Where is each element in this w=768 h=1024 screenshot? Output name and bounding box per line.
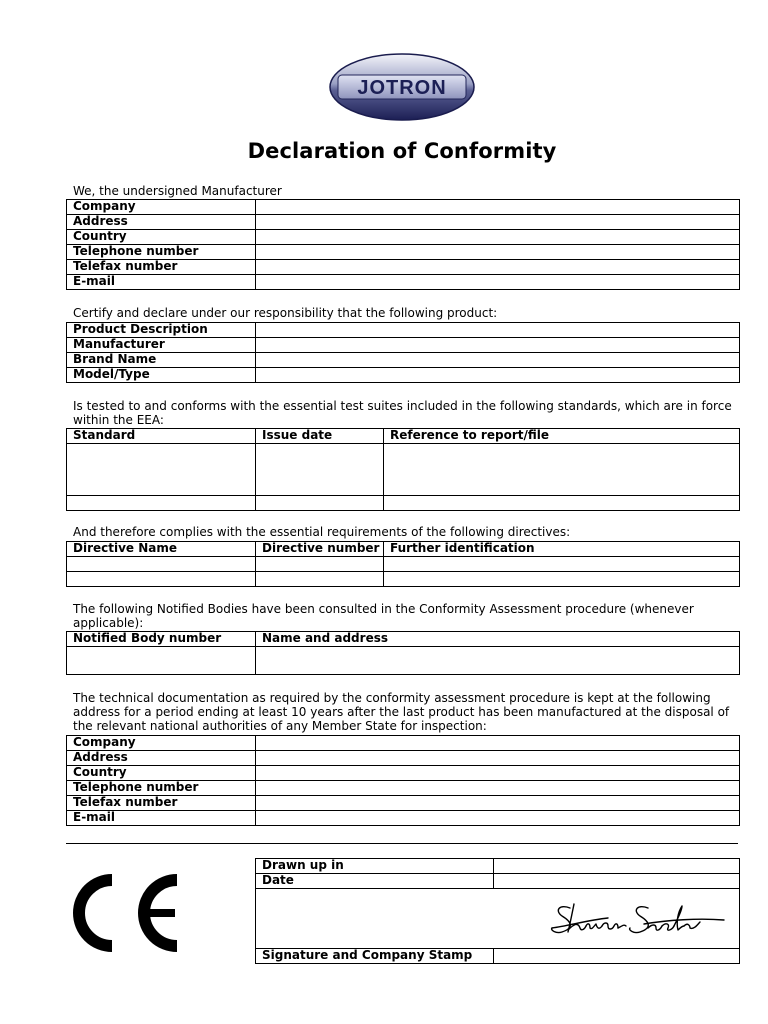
field-label: Address	[67, 751, 256, 766]
field-label: Country	[67, 766, 256, 781]
table-row	[67, 245, 740, 260]
field-label: Company	[67, 736, 256, 751]
table-row	[67, 557, 740, 572]
notified-table	[66, 631, 740, 675]
table-row	[256, 949, 740, 964]
notified-body-number-cell[interactable]	[67, 647, 256, 675]
technical-table	[66, 735, 740, 826]
product-manufacturer-field[interactable]	[256, 338, 740, 353]
product-intro: Certify and declare under our responsibility that the following product:	[73, 306, 498, 320]
field-label: E-mail	[67, 275, 256, 290]
table-row	[256, 874, 740, 889]
table-row	[67, 323, 740, 338]
field-label: Telephone number	[67, 781, 256, 796]
logo-text: JOTRON	[357, 77, 447, 99]
divider	[66, 843, 738, 844]
handwritten-signature	[548, 898, 728, 940]
field-label: E-mail	[67, 811, 256, 826]
telefax-field[interactable]	[256, 260, 740, 275]
product-description-field[interactable]	[256, 323, 740, 338]
column-header: Notified Body number	[67, 632, 256, 647]
field-label: Drawn up in	[256, 859, 494, 874]
table-row	[67, 496, 740, 511]
table-row	[67, 781, 740, 796]
reference-cell[interactable]	[384, 444, 740, 496]
directive-name-cell[interactable]	[67, 572, 256, 587]
tech-address-field[interactable]	[256, 751, 740, 766]
column-header: Name and address	[256, 632, 740, 647]
field-label: Signature and Company Stamp	[256, 949, 494, 964]
field-label: Telephone number	[67, 245, 256, 260]
table-row	[67, 647, 740, 675]
standards-intro: Is tested to and conforms with the essential test suites included in the following standards, which are in force within the EEA:	[73, 399, 732, 427]
table-row	[67, 796, 740, 811]
table-row	[67, 275, 740, 290]
column-header: Issue date	[256, 429, 384, 444]
email-field[interactable]	[256, 275, 740, 290]
table-row	[67, 230, 740, 245]
table-row	[67, 751, 740, 766]
table-row	[67, 368, 740, 383]
telephone-field[interactable]	[256, 245, 740, 260]
manufacturer-table	[66, 199, 740, 290]
issue-date-cell[interactable]	[256, 444, 384, 496]
table-row	[67, 444, 740, 496]
tech-email-field[interactable]	[256, 811, 740, 826]
directive-number-cell[interactable]	[256, 572, 384, 587]
table-header-row	[67, 429, 740, 444]
brand-name-field[interactable]	[256, 353, 740, 368]
company-field[interactable]	[256, 200, 740, 215]
further-identification-cell[interactable]	[384, 557, 740, 572]
table-row	[67, 215, 740, 230]
ce-mark	[73, 872, 185, 954]
model-type-field[interactable]	[256, 368, 740, 383]
table-row	[67, 572, 740, 587]
field-label: Telefax number	[67, 796, 256, 811]
table-row	[67, 338, 740, 353]
technical-intro: The technical documentation as required by the conformity assessment procedure is kept at the following address for a period ending at least 10 years after the last product has been manufactured at the disposal of the relevant national authorities of any Member State for inspection:	[73, 691, 730, 733]
column-header: Directive number	[256, 542, 384, 557]
tech-telefax-field[interactable]	[256, 796, 740, 811]
directive-number-cell[interactable]	[256, 557, 384, 572]
manufacturer-intro: We, the undersigned Manufacturer	[73, 184, 282, 198]
standards-table	[66, 428, 740, 511]
table-header-row	[67, 542, 740, 557]
directives-table	[66, 541, 740, 587]
signature-stamp-field[interactable]	[494, 949, 740, 964]
notified-intro: The following Notified Bodies have been consulted in the Conformity Assessment procedure (whenever applicable):	[73, 602, 694, 630]
column-header: Reference to report/file	[384, 429, 740, 444]
field-label: Brand Name	[67, 353, 256, 368]
field-label: Manufacturer	[67, 338, 256, 353]
table-row	[67, 260, 740, 275]
field-label: Model/Type	[67, 368, 256, 383]
field-label: Country	[67, 230, 256, 245]
name-and-address-cell[interactable]	[256, 647, 740, 675]
drawn-up-in-field[interactable]	[494, 859, 740, 874]
table-row	[256, 859, 740, 874]
column-header: Further identification	[384, 542, 740, 557]
date-field[interactable]	[494, 874, 740, 889]
column-header: Standard	[67, 429, 256, 444]
issue-date-cell[interactable]	[256, 496, 384, 511]
tech-telephone-field[interactable]	[256, 781, 740, 796]
field-label: Product Description	[67, 323, 256, 338]
product-table	[66, 322, 740, 383]
standard-cell[interactable]	[67, 444, 256, 496]
directive-name-cell[interactable]	[67, 557, 256, 572]
field-label: Address	[67, 215, 256, 230]
jotron-logo	[328, 52, 476, 122]
table-row	[67, 353, 740, 368]
standard-cell[interactable]	[67, 496, 256, 511]
table-header-row	[67, 632, 740, 647]
field-label: Date	[256, 874, 494, 889]
column-header: Directive Name	[67, 542, 256, 557]
table-row	[67, 811, 740, 826]
tech-country-field[interactable]	[256, 766, 740, 781]
table-row	[67, 766, 740, 781]
tech-company-field[interactable]	[256, 736, 740, 751]
reference-cell[interactable]	[384, 496, 740, 511]
field-label: Telefax number	[67, 260, 256, 275]
address-field[interactable]	[256, 215, 740, 230]
further-identification-cell[interactable]	[384, 572, 740, 587]
country-field[interactable]	[256, 230, 740, 245]
table-row	[67, 736, 740, 751]
directives-intro: And therefore complies with the essential requirements of the following directives:	[73, 525, 571, 539]
field-label: Company	[67, 200, 256, 215]
page-title: Declaration of Conformity	[247, 139, 557, 163]
table-row	[67, 200, 740, 215]
